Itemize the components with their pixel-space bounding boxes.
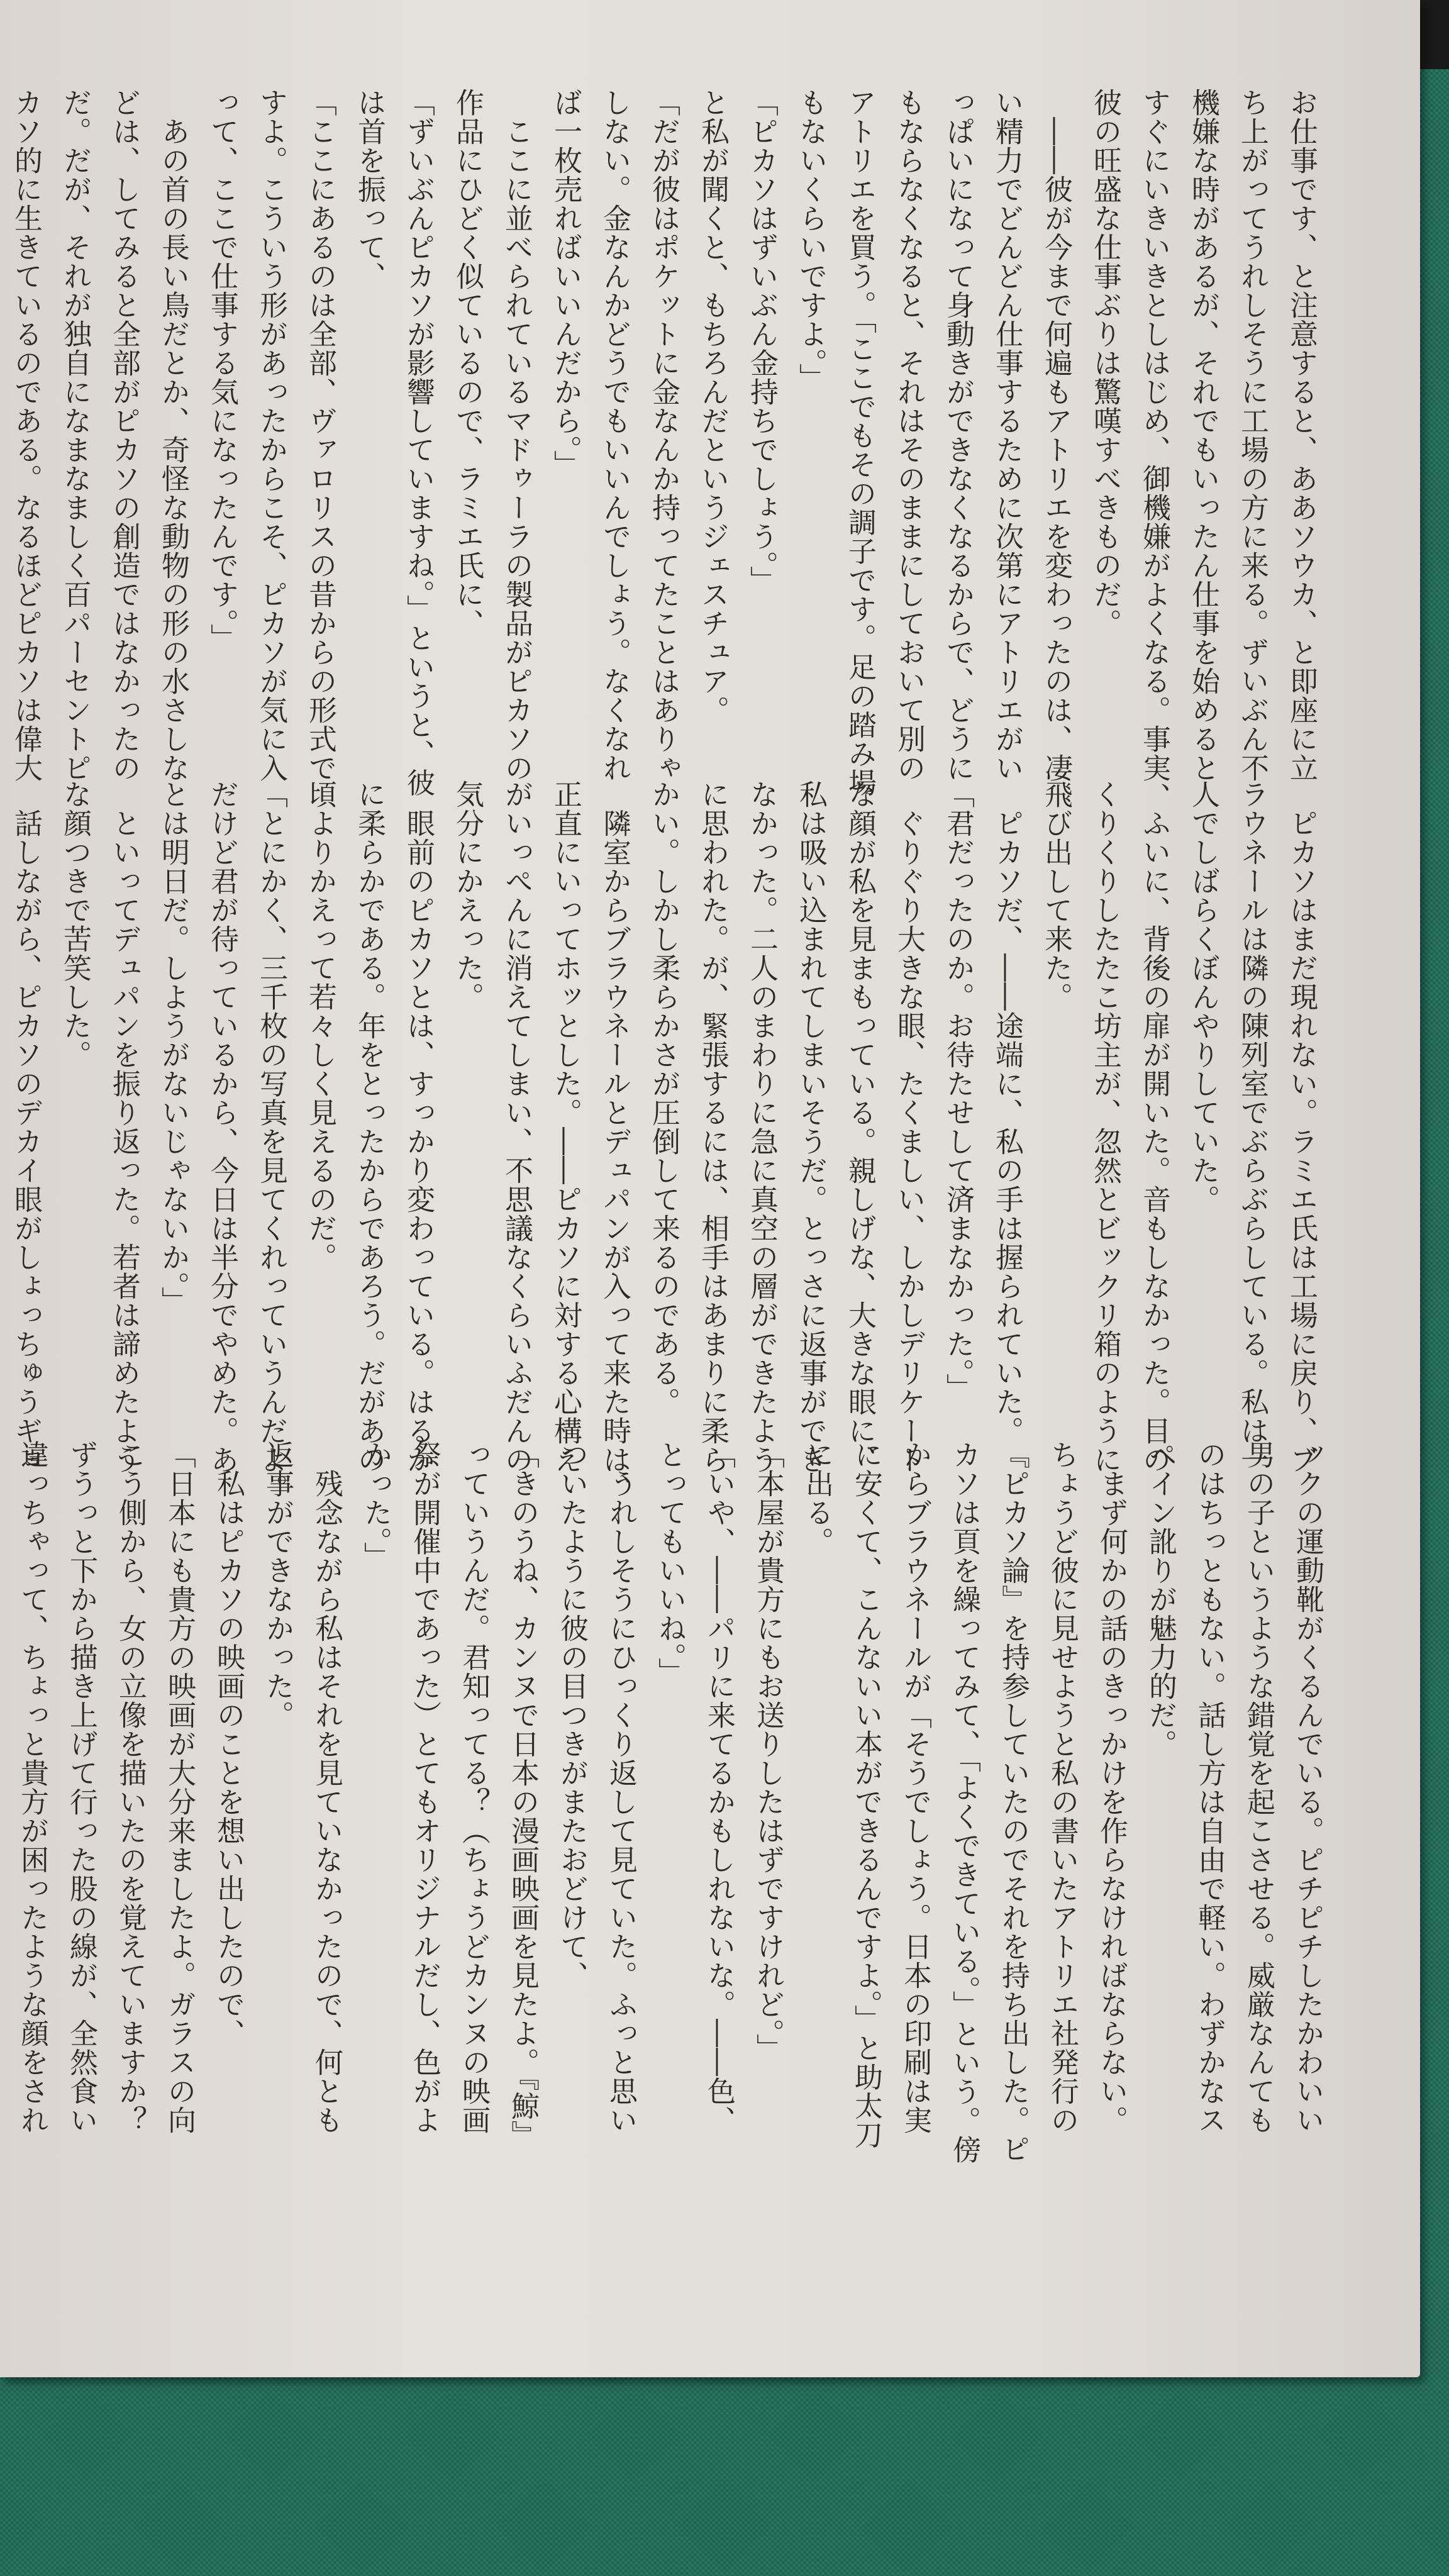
text-line: とは明日だ。しようがないじゃないか。」: [157, 780, 190, 1316]
text-line: ついたように彼の目つきがまたおどけて、: [555, 1440, 589, 1990]
text-line: 私はピカソの映画のことを想い出したので、: [212, 1440, 245, 2048]
text-line: な顔が私を見まもっている。親しげな、大きな眼に、: [843, 780, 877, 1474]
text-line: もならなくなると、それはそのままにしておいて別の: [892, 88, 926, 782]
text-line: 「本屋が貴方にもお送りしたはずですけれど。」: [752, 1440, 785, 2063]
text-line: ックの運動靴がくるんでいる。ピチピチしたかわいい: [1291, 1440, 1324, 2135]
text-line: [0, 88, 1, 742]
text-tier-bottom: [16, 1440, 1332, 2164]
text-line: すぐにいきいきとしはじめ、御機嫌がよくなる。事実、: [1138, 88, 1171, 811]
text-line: 隣室からブラウネールとデュパンが入って来た時は、: [598, 780, 631, 1503]
text-line: 「いや、――パリに来てるかもしれないな。――色、: [702, 1440, 736, 2135]
text-line: ち上がってうれしそうに工場の方に来る。ずいぶん不: [1236, 88, 1269, 782]
text-line: 「ピカソはずいぶん金持ちでしょう。」: [745, 88, 779, 595]
text-line: に柔らかである。年をとったからであろう。だがあの: [353, 780, 386, 1474]
text-line: 「ここにあるのは全部、ヴァロリスの昔からの形式で: [304, 88, 337, 782]
text-line: 私は吸い込まれてしまいそうだ。とっさに返事ができ: [794, 780, 828, 1474]
text-line: 祭が開催中であった）とてもオリジナルだし、色がよ: [408, 1440, 441, 2135]
text-line: 人でしばらくぼんやりしていた。: [1187, 780, 1220, 1214]
text-line: に出る。: [801, 1440, 834, 1556]
text-line: 男の子というような錯覚を起こさせる。威厳なんても: [1242, 1440, 1275, 2135]
text-line: 「だが彼はポケットに金なんか持ってたことはありゃ: [647, 88, 680, 782]
text-line: に安くて、こんないい本ができるんですよ。」と助太刀: [850, 1440, 883, 2150]
text-line: 「きのうね、カンヌで日本の漫画映画を見たよ。『鯨』: [506, 1440, 540, 2150]
text-line: っぱいになって身動きができなくなるからで、どうに: [941, 88, 975, 782]
text-line: ふいに、背後の扉が開いた。音もしなかった。目の: [1138, 780, 1171, 1474]
text-line: あの首の長い鳥だとか、奇怪な動物の形の水さしな: [157, 88, 190, 782]
text-line: 気分にかえった。: [451, 780, 484, 1011]
text-line: ピカソだ、――途端に、私の手は握られていた。: [991, 780, 1024, 1445]
text-line: に思われた。が、緊張するには、相手はあまりに柔ら: [696, 780, 730, 1474]
text-line: くりくりしたたこ坊主が、忽然とビックリ箱のように: [1089, 780, 1122, 1474]
text-line: お仕事です、と注意すると、ああソウカ、と即座に立: [1285, 88, 1318, 782]
text-line: 「とにかく、三千枚の写真を見てくれっていうんだよ。: [255, 780, 288, 1503]
text-line: といってデュパンを振り返った。若者は諦めたよう: [108, 780, 141, 1474]
text-line: 頃よりかえって若々しく見えるのだ。: [304, 780, 337, 1272]
text-tier-top: [9, 88, 1326, 811]
text-line: なかった。二人のまわりに急に真空の層ができたよう: [745, 780, 779, 1474]
text-line: カソ的に生きているのである。なるほどピカソは偉大: [9, 88, 43, 782]
text-line: カソは頁を繰ってみて、「よくできている。」という。傍: [948, 1440, 981, 2164]
text-line: 話しながら、ピカソのデカイ眼がしょっちゅうギョ: [9, 780, 43, 1474]
text-line: ペイン訛りが魅力的だ。: [1144, 1440, 1177, 1758]
text-line: もないくらいですよ。」: [794, 88, 828, 392]
text-line: [0, 780, 1, 1428]
text-line: 「日本にも貴方の映画が大分来ましたよ。ガラスの向: [163, 1440, 196, 2135]
text-line: って、ここで仕事する気になったんです。」: [206, 88, 239, 653]
text-line: 彼の旺盛な仕事ぶりは驚嘆すべきものだ。: [1089, 88, 1122, 638]
text-line: だ。だが、それが独自になまなましく百パーセントピ: [58, 88, 92, 782]
text-line: 機嫌な時があるが、それでもいったん仕事を始めると: [1187, 88, 1220, 782]
text-line: かった。」: [359, 1440, 392, 1571]
text-line: [0, 1440, 8, 2119]
text-line: だけど君が待っているから、今日は半分でやめた。あ: [206, 780, 239, 1474]
text-line: と私が聞くと、もちろんだというジェスチュア。: [696, 88, 730, 724]
text-line: がいっぺんに消えてしまい、不思議なくらいふだんの: [500, 780, 533, 1474]
text-line: ぐりぐり大きな眼、たくましい、しかしデリケート: [892, 780, 926, 1474]
text-line: こう側から、女の立像を描いたのを覚えていますか？: [114, 1440, 147, 2135]
text-line: からブラウネールが「そうでしょう。日本の印刷は実: [899, 1440, 932, 2135]
text-line: 「ずいぶんピカソが影響していますね。」というと、彼: [402, 88, 435, 797]
text-line: とってもいいね。」: [653, 1440, 687, 1687]
text-line: 『ピカソ論』を持参していたのでそれを持ち出した。ピ: [997, 1440, 1030, 2163]
text-line: 残念ながら私はそれを見ていなかったので、何とも: [310, 1440, 343, 2135]
text-line: ――彼が今まで何遍もアトリエを変わったのは、凄: [1040, 88, 1073, 782]
text-line: アトリエを買う。「ここでもその調子です。足の踏み場: [843, 88, 877, 797]
text-line: ば一枚売ればいいんだから。」: [549, 88, 582, 479]
text-line: な顔つきで苦笑した。: [58, 780, 92, 1069]
text-line: 違っちゃって、ちょっと貴方が困ったような顔をされ: [16, 1440, 49, 2135]
text-line: い精力でどんどん仕事するために次第にアトリエがい: [991, 88, 1024, 782]
text-line: ラウネールは隣の陳列室でぶらぶらしている。私は一: [1236, 780, 1269, 1474]
text-line: ずうっと下から描き上げて行った股の線が、全然食い: [65, 1440, 98, 2135]
text-line: 作品にひどく似ているので、ラミエ氏に、: [451, 88, 484, 638]
text-line: 眼前のピカソとは、すっかり変わっている。はるか: [402, 780, 435, 1474]
text-line: すよ。こういう形があったからこそ、ピカソが気に入: [255, 88, 288, 782]
text-line: まず何かの話のきっかけを作らなければならない。: [1095, 1440, 1128, 2135]
text-line: かい。しかし柔らかさが圧倒して来るのである。: [647, 780, 680, 1416]
text-line: 飛び出して来た。: [1040, 780, 1073, 1011]
text-line: っていうんだ。君知ってる？（ちょうどカンヌの映画: [457, 1440, 491, 2135]
text-line: は首を振って、: [353, 88, 386, 291]
text-line: ここに並べられているマドゥーラの製品がピカソの: [500, 88, 533, 782]
text-line: 「君だったのか。お待たせして済まなかった。」: [941, 780, 975, 1402]
text-line: うれしそうにひっくり返して見ていた。ふっと思い: [604, 1440, 638, 2135]
text-line: 返事ができなかった。: [261, 1440, 294, 1729]
text-line: 正直にいってホッとした。――ピカソに対する心構え: [549, 780, 582, 1474]
text-line: しない。金なんかどうでもいいんでしょう。なくなれ: [598, 88, 631, 782]
text-line: のはちっともない。話し方は自由で軽い。わずかなス: [1193, 1440, 1226, 2135]
text-line: ピカソはまだ現れない。ラミエ氏は工場に戻り、ブ: [1285, 780, 1318, 1474]
text-line: ちょうど彼に見せようと私の書いたアトリエ社発行の: [1046, 1440, 1079, 2135]
text-line: どは、してみると全部がピカソの創造ではなかったの: [108, 88, 141, 782]
